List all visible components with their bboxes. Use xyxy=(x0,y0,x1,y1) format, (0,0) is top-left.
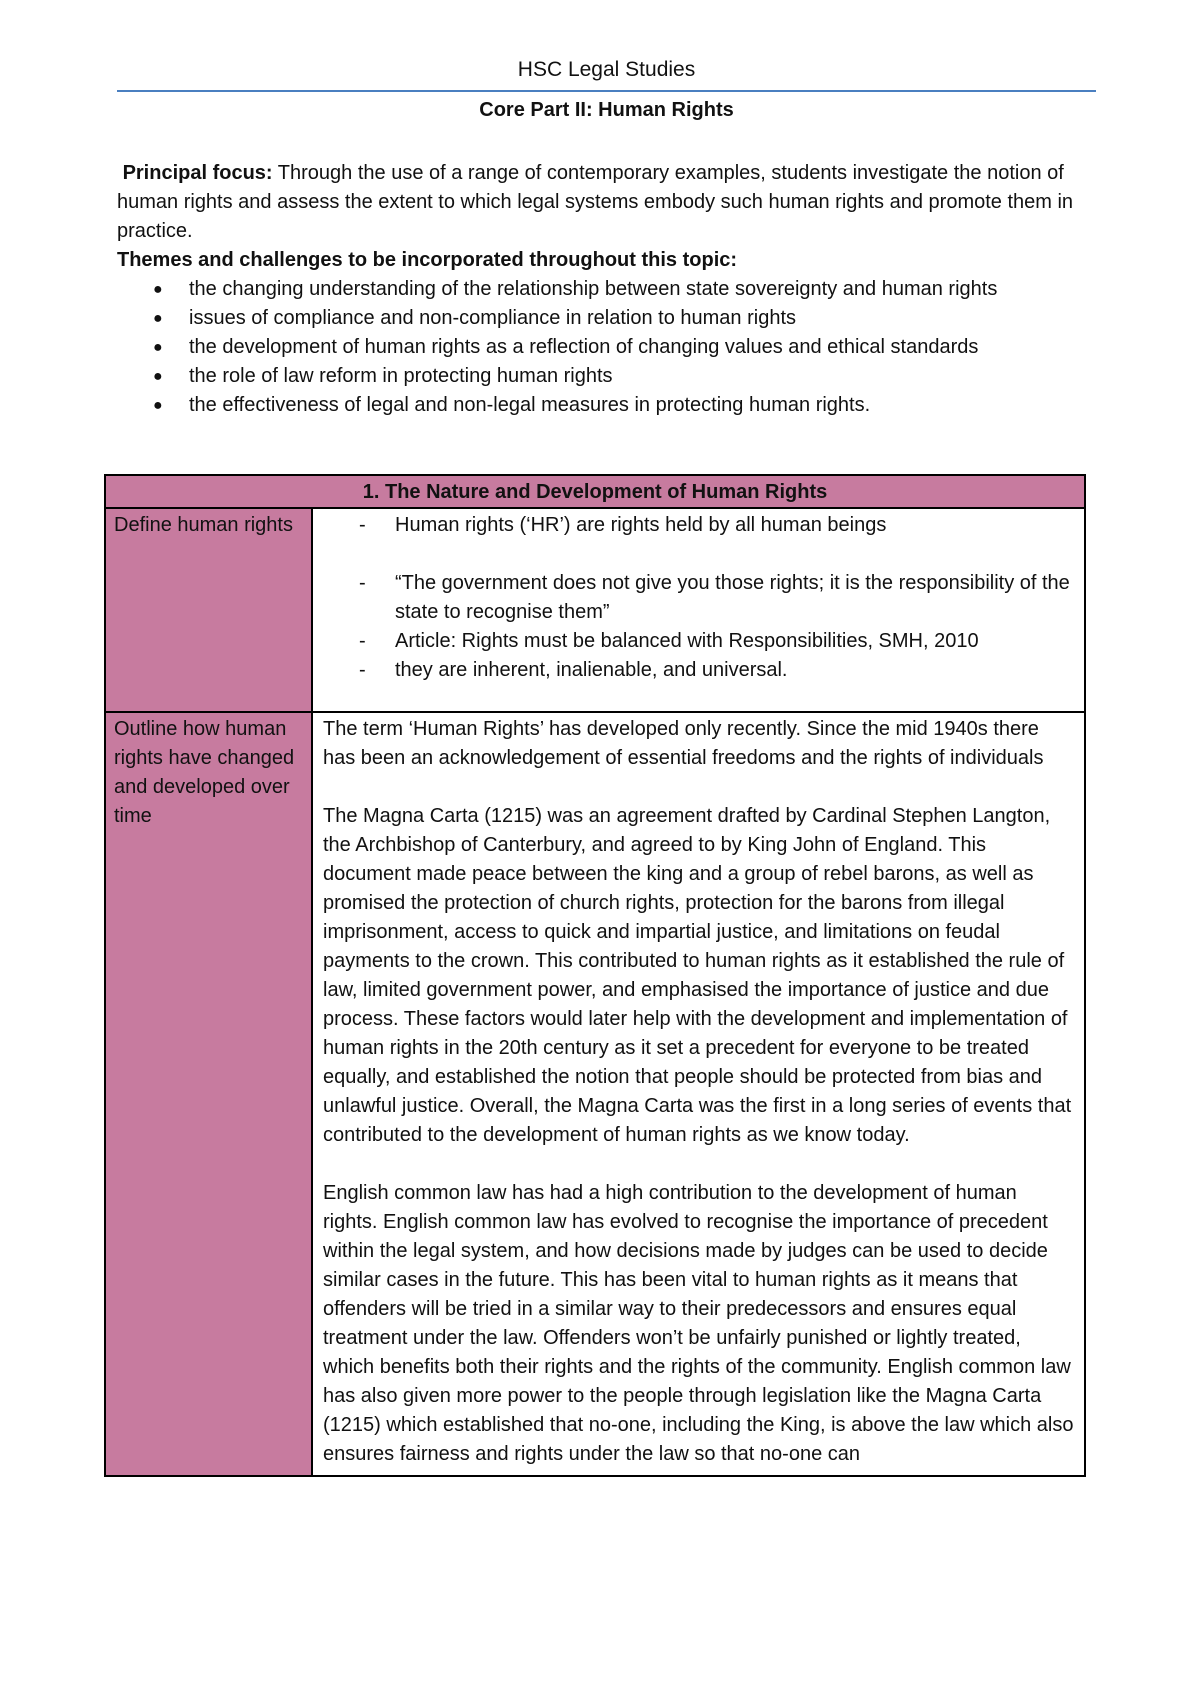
header-title: HSC Legal Studies xyxy=(517,58,696,81)
dash-marker: - xyxy=(359,514,366,536)
theme-text: the effectiveness of legal and non-legal measures in protecting human rights. xyxy=(189,394,871,416)
definition-item xyxy=(323,569,1074,627)
bullet-icon: ● xyxy=(153,281,163,298)
body-paragraph: The term ‘Human Rights’ has developed only recently. Since the mid 1940s there has been an acknowledgement of essential freedoms and the rights of individuals xyxy=(323,718,1044,769)
definition-text: “The government does not give you those rights; it is the responsibility of the state to recognise them” xyxy=(395,572,1070,623)
body-paragraph: English common law has had a high contribution to the development of human rights. English common law has evolved to recognise the importance of precedent within the legal system, and how decisions made by judges can be used to decide similar cases in the future. This has been vital to human rights as it means that offenders will be tried in a similar way to their predecessors and ensures equal treatment under the law. Offenders won’t be unfairly punished or lightly treated, which benefits both their rights and the rights of the community. English common law has also given more power to the people through legislation like the Magna Carta (1215) which established that no-one, including the King, is above the law which also ensures fairness and rights under the law so that no-one can xyxy=(323,1182,1074,1465)
definition-list xyxy=(323,511,1074,685)
intro-section xyxy=(117,159,1092,420)
body-paragraph: The Magna Carta (1215) was an agreement drafted by Cardinal Stephen Langton, the Archbishop of Canterbury, and agreed to by King John of England. This document made peace between the king and a group of rebel barons, as well as promised the protection of church rights, protection for the barons from illegal imprisonment, access to quick and impartial justice, and limitations on feudal payments to the crown. This contributed to human rights as it established the rule of law, limited government power, and emphasised the importance of justice and due process. These factors would later help with the development and implementation of human rights in the 20th century as it set a precedent for everyone to be treated equally, and established the notion that people should be protected from bias and unlawful justice. Overall, the Magna Carta was the first in a long series of events that contributed to the development of human rights as we know today. xyxy=(323,805,1072,1146)
definition-item xyxy=(323,656,1074,685)
dash-marker: - xyxy=(359,630,366,652)
themes-list xyxy=(117,275,1092,420)
definition-text: they are inherent, inalienable, and universal. xyxy=(395,659,788,681)
row-content xyxy=(312,508,1085,712)
table-row xyxy=(105,508,1085,712)
theme-text: issues of compliance and non-compliance in relation to human rights xyxy=(189,307,797,329)
document-subtitle: Core Part II: Human Rights xyxy=(479,99,734,121)
notes-table xyxy=(104,474,1086,1477)
definition-item xyxy=(323,627,1074,656)
theme-item xyxy=(117,275,1092,304)
row-label: Define human rights xyxy=(105,508,312,712)
bullet-icon: ● xyxy=(153,310,163,327)
table-heading: 1. The Nature and Development of Human Rights xyxy=(105,475,1085,508)
dash-marker: - xyxy=(359,572,366,594)
definition-text: Article: Rights must be balanced with Responsibilities, SMH, 2010 xyxy=(395,630,979,652)
theme-text: the development of human rights as a reflection of changing values and ethical standards xyxy=(189,336,979,358)
dash-marker: - xyxy=(359,659,366,681)
themes-heading: Themes and challenges to be incorporated throughout this topic: xyxy=(117,249,738,271)
table-row xyxy=(105,712,1085,1476)
principal-focus-text: Through the use of a range of contemporary examples, students investigate the notion of human rights and assess the extent to which legal systems embody such human rights and promote them in practice. xyxy=(117,162,1074,242)
bullet-icon: ● xyxy=(153,397,163,414)
row-label: Outline how human rights have changed and developed over time xyxy=(105,712,312,1476)
principal-focus-label: Principal focus: xyxy=(122,162,273,184)
definition-text: Human rights (‘HR’) are rights held by all human beings xyxy=(395,514,887,536)
theme-text: the changing understanding of the relationship between state sovereignty and human rights xyxy=(189,278,998,300)
definition-item xyxy=(323,511,1074,540)
bullet-icon: ● xyxy=(153,368,163,385)
theme-item xyxy=(117,333,1092,362)
theme-item xyxy=(117,391,1092,420)
theme-item xyxy=(117,362,1092,391)
theme-text: the role of law reform in protecting human rights xyxy=(189,365,613,387)
theme-item xyxy=(117,304,1092,333)
row-content xyxy=(312,712,1085,1476)
principal-focus-paragraph xyxy=(117,159,1092,246)
bullet-icon: ● xyxy=(153,339,163,356)
header-divider xyxy=(117,90,1096,92)
